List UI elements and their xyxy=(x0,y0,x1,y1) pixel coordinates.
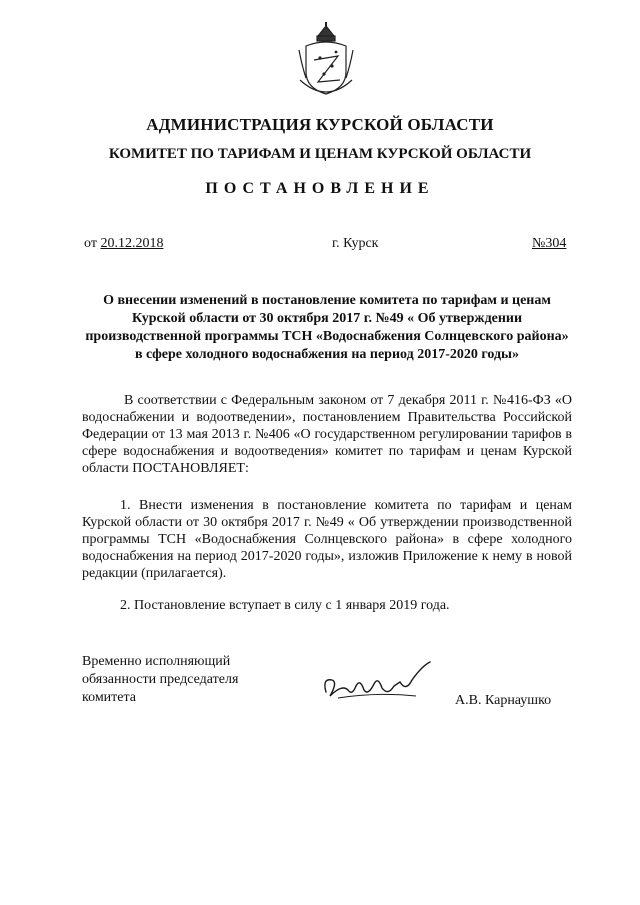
preamble-paragraph: В соответствии с Федеральным законом от 7 декабря 2011 г. №416-ФЗ «О водоснабжении и водоотведении», постановлением Правительства Российской Федерации от 13 мая 2013 г. №406 «О государственном регулировании тарифов в сфере водоснабжения и водоотведения» комитет по тарифам и ценам Курской области ПОСТАНОВЛЯЕТ: xyxy=(82,393,572,476)
document-type-title: ПОСТАНОВЛЕНИЕ xyxy=(205,180,435,197)
committee-title: КОМИТЕТ ПО ТАРИФАМ И ЦЕНАМ КУРСКОЙ ОБЛАСТИ xyxy=(108,146,532,162)
signatory-name: А.В. Карнаушко xyxy=(455,693,552,708)
item-1-paragraph: 1. Внести изменения в постановление комитета по тарифам и ценам Курской области от 30 октября 2017 г. №49 « Об утверждении производственной программы ТСН «Водоснабжения Солнцевского района» в сфере холодного водоснабжения на период 2017-2020 годы», изложив Приложение к нему в новой редакции (прилагается). xyxy=(82,498,572,581)
handwritten-signature xyxy=(318,656,438,708)
signatory-position-line: обязанности председателя xyxy=(82,672,239,687)
document-subject: О внесении изменений в постановление комитета по тарифам и ценам Курской области от 30 октября 2017 г. №49 « Об утверждении производственной программы ТСН «Водоснабжения Солнцевского района» в сфере холодного водоснабжения на период 2017-2020 годы» xyxy=(85,293,569,362)
document-date xyxy=(84,236,163,252)
document-city: г. Курск xyxy=(332,236,379,251)
date-prefix: от xyxy=(84,236,101,251)
item-2-paragraph: 2. Постановление вступает в силу с 1 января 2019 года. xyxy=(120,598,450,613)
signatory-position-line: комитета xyxy=(82,690,137,705)
kursk-coat-of-arms-icon xyxy=(296,22,356,102)
date-value: 20.12.2018 xyxy=(100,236,164,251)
signatory-position xyxy=(82,653,238,707)
document-number: №304 xyxy=(532,236,567,251)
signatory-position-line: Временно исполняющий xyxy=(82,654,231,669)
administration-title: АДМИНИСТРАЦИЯ КУРСКОЙ ОБЛАСТИ xyxy=(146,115,494,134)
